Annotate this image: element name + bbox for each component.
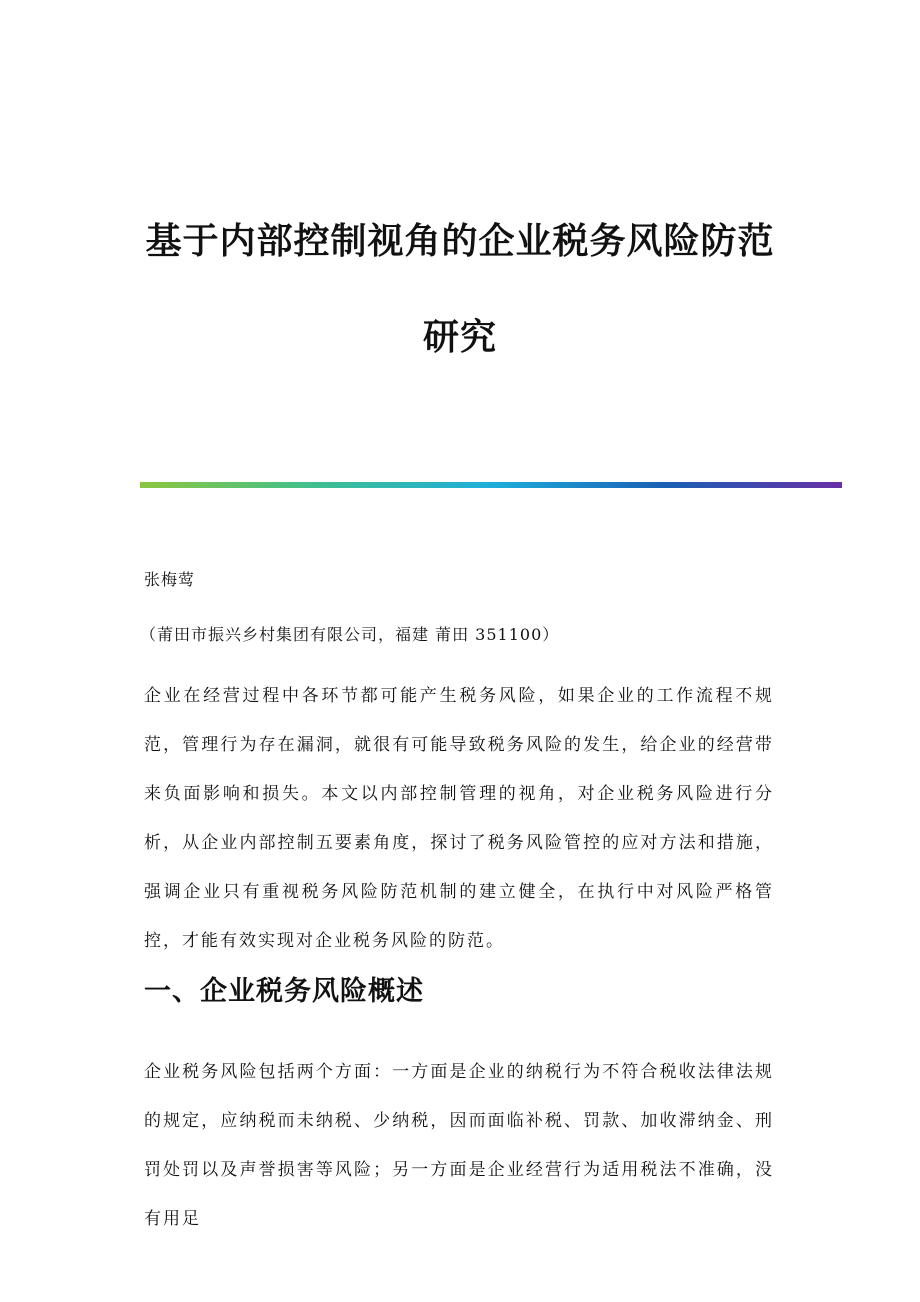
section-1-paragraph: 企业税务风险包括两个方面：一方面是企业的纳税行为不符合税收法律法规的规定，应纳税而未纳税、少纳税，因而面临补税、罚款、加收滞纳金、刑罚处罚以及声誉损害等风险；另一方面是企业经营行为适用税法不准确，没有用足	[144, 1062, 774, 1229]
document-title-line-2: 研究	[422, 317, 497, 358]
author-affiliation: （莆田市振兴乡村集团有限公司，福建 莆田 351100）	[140, 625, 560, 644]
section-heading-1: 一、企业税务风险概述	[144, 976, 424, 1007]
abstract-paragraph: 企业在经营过程中各环节都可能产生税务风险，如果企业的工作流程不规范，管理行为存在漏洞，就很有可能导致税务风险的发生，给企业的经营带来负面影响和损失。本文以内部控制管理的视角，对企业税务风险进行分析，从企业内部控制五要素角度，探讨了税务风险管控的应对方法和措施，强调企业只有重视税务风险防范机制的建立健全，在执行中对风险严格管控，才能有效实现对企业税务风险的防范。	[144, 686, 774, 951]
title-divider	[140, 482, 842, 488]
author-name: 张梅莺	[144, 570, 196, 589]
document-title-line-1: 基于内部控制视角的企业税务风险防范	[145, 221, 775, 262]
